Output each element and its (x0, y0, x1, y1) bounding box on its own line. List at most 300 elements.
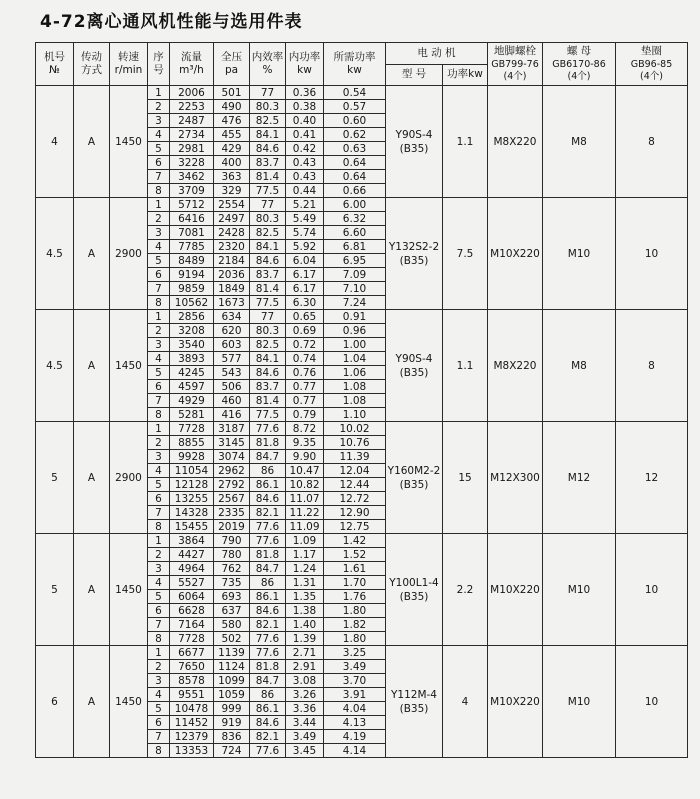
required-power-cell: 7.09 (324, 268, 386, 282)
power-cell: 5.74 (286, 226, 324, 240)
power-cell: 1.38 (286, 604, 324, 618)
drive-cell: A (74, 422, 110, 534)
power-cell: 0.43 (286, 156, 324, 170)
pressure-cell: 3074 (214, 450, 250, 464)
flow-cell: 8578 (170, 674, 214, 688)
header-seq-line2: 号 (153, 64, 164, 77)
washer-cell: 10 (616, 534, 688, 646)
header-drive-line2: 方式 (81, 64, 102, 77)
flow-cell: 3228 (170, 156, 214, 170)
pressure-cell: 1059 (214, 688, 250, 702)
anchor-bolt-cell: M10X220 (488, 646, 543, 758)
pressure-cell: 506 (214, 380, 250, 394)
motor-model-line2: (B35) (399, 590, 429, 603)
seq-cell: 1 (148, 534, 170, 548)
flow-cell: 13255 (170, 492, 214, 506)
header-nut-line1: 螺 母 (566, 45, 592, 57)
pressure-cell: 2036 (214, 268, 250, 282)
motor-model-line1: Y132S2-2 (388, 240, 440, 253)
flow-cell: 11452 (170, 716, 214, 730)
power-cell: 3.49 (286, 730, 324, 744)
flow-cell: 7164 (170, 618, 214, 632)
pressure-cell: 501 (214, 86, 250, 100)
pressure-cell: 2962 (214, 464, 250, 478)
seq-cell: 6 (148, 156, 170, 170)
efficiency-cell: 77 (250, 198, 286, 212)
header-seq-line1: 序 (153, 50, 164, 63)
seq-cell: 3 (148, 450, 170, 464)
header-pressure-line2: pa (224, 64, 239, 77)
power-cell: 0.44 (286, 184, 324, 198)
required-power-cell: 10.02 (324, 422, 386, 436)
required-power-cell: 6.32 (324, 212, 386, 226)
table-row (36, 646, 688, 660)
power-cell: 0.41 (286, 128, 324, 142)
efficiency-cell: 83.7 (250, 156, 286, 170)
required-power-cell: 12.04 (324, 464, 386, 478)
flow-cell: 4245 (170, 366, 214, 380)
flow-cell: 3864 (170, 534, 214, 548)
efficiency-cell: 84.6 (250, 142, 286, 156)
pressure-cell: 836 (214, 730, 250, 744)
seq-cell: 7 (148, 394, 170, 408)
motor-model-line1: Y160M2-2 (387, 464, 441, 477)
flow-cell: 7650 (170, 660, 214, 674)
header-speed-line2: r/min (114, 64, 143, 77)
pressure-cell: 416 (214, 408, 250, 422)
header-power (286, 43, 324, 86)
efficiency-cell: 80.3 (250, 100, 286, 114)
power-cell: 6.17 (286, 282, 324, 296)
efficiency-cell: 86 (250, 688, 286, 702)
seq-cell: 4 (148, 128, 170, 142)
power-cell: 1.17 (286, 548, 324, 562)
required-power-cell: 3.25 (324, 646, 386, 660)
pressure-cell: 2554 (214, 198, 250, 212)
nut-cell: M10 (543, 198, 616, 310)
motor-model-cell (386, 86, 443, 198)
pressure-cell: 693 (214, 590, 250, 604)
anchor-bolt-cell: M10X220 (488, 198, 543, 310)
required-power-cell: 1.61 (324, 562, 386, 576)
table-body (36, 86, 688, 758)
flow-cell: 5281 (170, 408, 214, 422)
table-row (36, 198, 688, 212)
seq-cell: 7 (148, 618, 170, 632)
flow-cell: 2981 (170, 142, 214, 156)
efficiency-cell: 77.6 (250, 534, 286, 548)
efficiency-cell: 84.1 (250, 352, 286, 366)
header-flow (170, 43, 214, 86)
header-machine-no-line2: № (49, 64, 60, 77)
motor-model-cell (386, 534, 443, 646)
efficiency-cell: 84.6 (250, 492, 286, 506)
efficiency-cell: 84.1 (250, 240, 286, 254)
flow-cell: 2253 (170, 100, 214, 114)
anchor-bolt-cell: M12X300 (488, 422, 543, 534)
efficiency-cell: 77.5 (250, 408, 286, 422)
required-power-cell: 0.66 (324, 184, 386, 198)
drive-cell: A (74, 534, 110, 646)
seq-cell: 2 (148, 548, 170, 562)
seq-cell: 2 (148, 212, 170, 226)
seq-cell: 6 (148, 268, 170, 282)
seq-cell: 1 (148, 310, 170, 324)
required-power-cell: 12.75 (324, 520, 386, 534)
seq-cell: 1 (148, 646, 170, 660)
power-cell: 5.49 (286, 212, 324, 226)
required-power-cell: 0.91 (324, 310, 386, 324)
seq-cell: 8 (148, 408, 170, 422)
header-motor-group: 电 动 机 (386, 43, 488, 65)
speed-cell: 1450 (110, 310, 148, 422)
power-cell: 3.26 (286, 688, 324, 702)
power-cell: 9.90 (286, 450, 324, 464)
required-power-cell: 6.60 (324, 226, 386, 240)
motor-model-line1: Y112M-4 (391, 688, 437, 701)
motor-model-line2: (B35) (399, 142, 429, 155)
speed-cell: 1450 (110, 534, 148, 646)
required-power-cell: 7.10 (324, 282, 386, 296)
pressure-cell: 3145 (214, 436, 250, 450)
nut-cell: M10 (543, 646, 616, 758)
efficiency-cell: 81.8 (250, 660, 286, 674)
power-cell: 6.17 (286, 268, 324, 282)
required-power-cell: 7.24 (324, 296, 386, 310)
flow-cell: 6064 (170, 590, 214, 604)
flow-cell: 5527 (170, 576, 214, 590)
flow-cell: 4929 (170, 394, 214, 408)
seq-cell: 6 (148, 492, 170, 506)
flow-cell: 4427 (170, 548, 214, 562)
pressure-cell: 999 (214, 702, 250, 716)
seq-cell: 8 (148, 296, 170, 310)
header-flow-line2: m³/h (179, 64, 204, 77)
table-row (36, 534, 688, 548)
required-power-cell: 1.08 (324, 394, 386, 408)
required-power-cell: 0.62 (324, 128, 386, 142)
pressure-cell: 2184 (214, 254, 250, 268)
washer-cell: 10 (616, 198, 688, 310)
pressure-cell: 762 (214, 562, 250, 576)
flow-cell: 10562 (170, 296, 214, 310)
power-cell: 5.92 (286, 240, 324, 254)
power-cell: 0.38 (286, 100, 324, 114)
required-power-cell: 0.60 (324, 114, 386, 128)
seq-cell: 5 (148, 254, 170, 268)
pressure-cell: 790 (214, 534, 250, 548)
header-speed-line1: 转速 (118, 50, 139, 63)
nut-cell: M10 (543, 534, 616, 646)
machine-no-cell: 4.5 (36, 198, 74, 310)
pressure-cell: 1849 (214, 282, 250, 296)
pressure-cell: 577 (214, 352, 250, 366)
efficiency-cell: 81.8 (250, 436, 286, 450)
pressure-cell: 476 (214, 114, 250, 128)
seq-cell: 6 (148, 380, 170, 394)
pressure-cell: 400 (214, 156, 250, 170)
power-cell: 0.69 (286, 324, 324, 338)
power-cell: 1.39 (286, 632, 324, 646)
required-power-cell: 0.96 (324, 324, 386, 338)
required-power-cell: 0.64 (324, 156, 386, 170)
efficiency-cell: 82.5 (250, 114, 286, 128)
drive-cell: A (74, 646, 110, 758)
header-efficiency (250, 43, 286, 86)
flow-cell: 2487 (170, 114, 214, 128)
seq-cell: 7 (148, 730, 170, 744)
seq-cell: 7 (148, 282, 170, 296)
motor-model-line1: Y90S-4 (395, 128, 433, 141)
motor-power-cell: 1.1 (443, 86, 488, 198)
power-cell: 1.31 (286, 576, 324, 590)
pressure-cell: 502 (214, 632, 250, 646)
efficiency-cell: 81.4 (250, 170, 286, 184)
flow-cell: 2734 (170, 128, 214, 142)
seq-cell: 4 (148, 688, 170, 702)
speed-cell: 2900 (110, 422, 148, 534)
power-cell: 10.82 (286, 478, 324, 492)
header-drive (74, 43, 110, 86)
flow-cell: 9551 (170, 688, 214, 702)
efficiency-cell: 86 (250, 576, 286, 590)
efficiency-cell: 84.6 (250, 604, 286, 618)
motor-model-line2: (B35) (399, 366, 429, 379)
efficiency-cell: 86.1 (250, 590, 286, 604)
flow-cell: 6677 (170, 646, 214, 660)
drive-cell: A (74, 310, 110, 422)
table-row (36, 310, 688, 324)
efficiency-cell: 86 (250, 464, 286, 478)
motor-model-line2: (B35) (399, 254, 429, 267)
flow-cell: 7785 (170, 240, 214, 254)
flow-cell: 3709 (170, 184, 214, 198)
required-power-cell: 4.19 (324, 730, 386, 744)
motor-power-cell: 1.1 (443, 310, 488, 422)
required-power-cell: 12.90 (324, 506, 386, 520)
seq-cell: 5 (148, 142, 170, 156)
pressure-cell: 1099 (214, 674, 250, 688)
power-cell: 5.21 (286, 198, 324, 212)
anchor-bolt-cell: M10X220 (488, 534, 543, 646)
required-power-cell: 6.81 (324, 240, 386, 254)
efficiency-cell: 82.1 (250, 506, 286, 520)
required-power-cell: 10.76 (324, 436, 386, 450)
flow-cell: 14328 (170, 506, 214, 520)
motor-model-cell (386, 310, 443, 422)
flow-cell: 3893 (170, 352, 214, 366)
efficiency-cell: 77.5 (250, 296, 286, 310)
header-washer-line2: GB96-85 (630, 58, 673, 70)
power-cell: 3.36 (286, 702, 324, 716)
required-power-cell: 1.82 (324, 618, 386, 632)
power-cell: 11.22 (286, 506, 324, 520)
required-power-cell: 1.04 (324, 352, 386, 366)
washer-cell: 8 (616, 86, 688, 198)
power-cell: 0.79 (286, 408, 324, 422)
seq-cell: 4 (148, 352, 170, 366)
header-washer-line1: 垫圈 (641, 45, 662, 57)
header-pressure (214, 43, 250, 86)
seq-cell: 1 (148, 86, 170, 100)
pressure-cell: 2019 (214, 520, 250, 534)
flow-cell: 13353 (170, 744, 214, 758)
efficiency-cell: 77.6 (250, 520, 286, 534)
efficiency-cell: 84.6 (250, 254, 286, 268)
anchor-bolt-cell: M8X220 (488, 310, 543, 422)
seq-cell: 5 (148, 478, 170, 492)
seq-cell: 4 (148, 240, 170, 254)
power-cell: 1.24 (286, 562, 324, 576)
nut-cell: M8 (543, 86, 616, 198)
flow-cell: 7081 (170, 226, 214, 240)
motor-model-line1: Y100L1-4 (389, 576, 439, 589)
pressure-cell: 637 (214, 604, 250, 618)
pressure-cell: 2320 (214, 240, 250, 254)
header-motor-model: 型 号 (386, 64, 443, 86)
header-anchor-bolt-line3: (4个) (503, 70, 527, 82)
pressure-cell: 603 (214, 338, 250, 352)
flow-cell: 5712 (170, 198, 214, 212)
header-pressure-line1: 全压 (221, 50, 242, 63)
seq-cell: 2 (148, 324, 170, 338)
washer-cell: 10 (616, 646, 688, 758)
header-power-line1: 内功率 (288, 50, 321, 63)
required-power-cell: 3.49 (324, 660, 386, 674)
pressure-cell: 2335 (214, 506, 250, 520)
flow-cell: 4964 (170, 562, 214, 576)
power-cell: 2.91 (286, 660, 324, 674)
power-cell: 3.45 (286, 744, 324, 758)
efficiency-cell: 77.6 (250, 646, 286, 660)
seq-cell: 3 (148, 114, 170, 128)
motor-model-cell (386, 646, 443, 758)
speed-cell: 2900 (110, 198, 148, 310)
efficiency-cell: 77 (250, 86, 286, 100)
motor-power-cell: 7.5 (443, 198, 488, 310)
pressure-cell: 543 (214, 366, 250, 380)
required-power-cell: 1.06 (324, 366, 386, 380)
efficiency-cell: 83.7 (250, 380, 286, 394)
power-cell: 10.47 (286, 464, 324, 478)
power-cell: 3.08 (286, 674, 324, 688)
power-cell: 8.72 (286, 422, 324, 436)
required-power-cell: 12.72 (324, 492, 386, 506)
efficiency-cell: 84.7 (250, 450, 286, 464)
efficiency-cell: 80.3 (250, 212, 286, 226)
pressure-cell: 429 (214, 142, 250, 156)
pressure-cell: 780 (214, 548, 250, 562)
required-power-cell: 1.08 (324, 380, 386, 394)
machine-no-cell: 6 (36, 646, 74, 758)
required-power-cell: 11.39 (324, 450, 386, 464)
flow-cell: 12379 (170, 730, 214, 744)
flow-cell: 9194 (170, 268, 214, 282)
header-nut-line3: (4个) (567, 70, 591, 82)
header-required-power-line2: kw (347, 64, 362, 77)
seq-cell: 8 (148, 632, 170, 646)
flow-cell: 4597 (170, 380, 214, 394)
seq-cell: 5 (148, 702, 170, 716)
fan-performance-table (35, 42, 688, 758)
pressure-cell: 460 (214, 394, 250, 408)
table-header (36, 43, 688, 86)
required-power-cell: 1.80 (324, 632, 386, 646)
power-cell: 2.71 (286, 646, 324, 660)
required-power-cell: 6.95 (324, 254, 386, 268)
efficiency-cell: 84.6 (250, 366, 286, 380)
machine-no-cell: 5 (36, 534, 74, 646)
drive-cell: A (74, 198, 110, 310)
flow-cell: 9928 (170, 450, 214, 464)
required-power-cell: 4.13 (324, 716, 386, 730)
machine-no-cell: 4.5 (36, 310, 74, 422)
seq-cell: 8 (148, 184, 170, 198)
header-drive-line1: 传动 (81, 50, 102, 63)
seq-cell: 7 (148, 170, 170, 184)
power-cell: 1.40 (286, 618, 324, 632)
efficiency-cell: 84.7 (250, 674, 286, 688)
seq-cell: 5 (148, 366, 170, 380)
efficiency-cell: 77.6 (250, 744, 286, 758)
flow-cell: 15455 (170, 520, 214, 534)
motor-power-cell: 4 (443, 646, 488, 758)
pressure-cell: 580 (214, 618, 250, 632)
efficiency-cell: 81.4 (250, 394, 286, 408)
header-anchor-bolt-line1: 地脚螺栓 (494, 45, 536, 57)
seq-cell: 6 (148, 716, 170, 730)
required-power-cell: 1.70 (324, 576, 386, 590)
efficiency-cell: 84.6 (250, 716, 286, 730)
flow-cell: 9859 (170, 282, 214, 296)
power-cell: 0.77 (286, 394, 324, 408)
seq-cell: 2 (148, 660, 170, 674)
required-power-cell: 0.54 (324, 86, 386, 100)
power-cell: 0.43 (286, 170, 324, 184)
seq-cell: 4 (148, 464, 170, 478)
flow-cell: 6628 (170, 604, 214, 618)
power-cell: 3.44 (286, 716, 324, 730)
pressure-cell: 919 (214, 716, 250, 730)
seq-cell: 4 (148, 576, 170, 590)
power-cell: 11.07 (286, 492, 324, 506)
seq-cell: 1 (148, 198, 170, 212)
pressure-cell: 724 (214, 744, 250, 758)
speed-cell: 1450 (110, 646, 148, 758)
flow-cell: 3462 (170, 170, 214, 184)
efficiency-cell: 84.1 (250, 128, 286, 142)
header-efficiency-line1: 内效率 (251, 50, 284, 63)
flow-cell: 10478 (170, 702, 214, 716)
efficiency-cell: 82.1 (250, 730, 286, 744)
seq-cell: 3 (148, 674, 170, 688)
efficiency-cell: 84.7 (250, 562, 286, 576)
header-seq (148, 43, 170, 86)
power-cell: 6.04 (286, 254, 324, 268)
pressure-cell: 329 (214, 184, 250, 198)
pressure-cell: 735 (214, 576, 250, 590)
required-power-cell: 4.04 (324, 702, 386, 716)
required-power-cell: 0.64 (324, 170, 386, 184)
header-anchor-bolt-line2: GB799-76 (491, 58, 539, 70)
flow-cell: 7728 (170, 422, 214, 436)
efficiency-cell: 86.1 (250, 478, 286, 492)
header-required-power-line1: 所需功率 (333, 50, 376, 63)
efficiency-cell: 77.6 (250, 422, 286, 436)
power-cell: 0.76 (286, 366, 324, 380)
machine-no-cell: 5 (36, 422, 74, 534)
header-nut-line2: GB6170-86 (552, 58, 606, 70)
